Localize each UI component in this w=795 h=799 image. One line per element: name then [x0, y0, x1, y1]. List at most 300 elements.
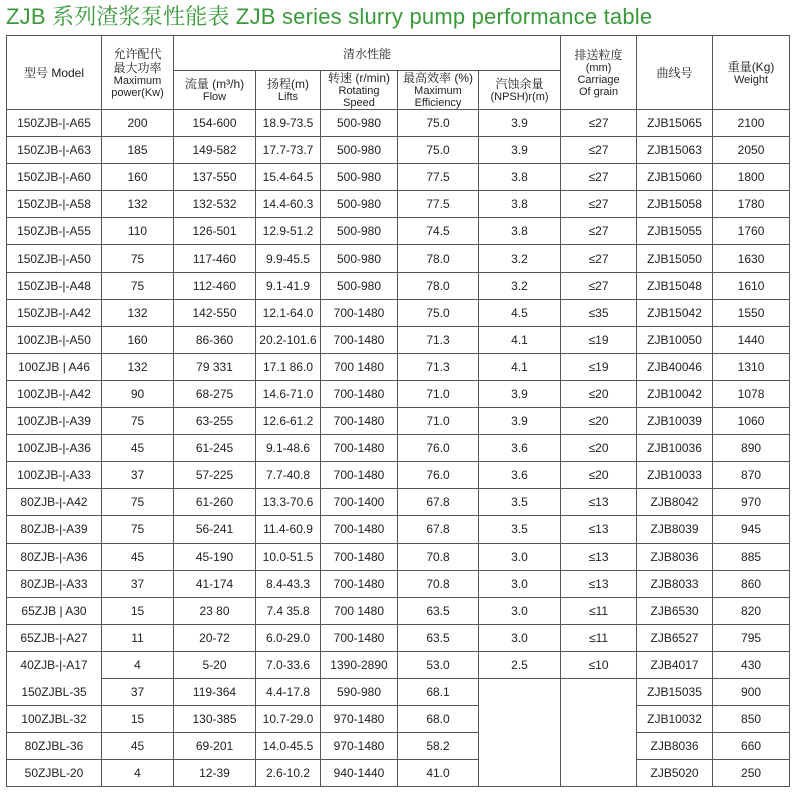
- cell-power: 37: [102, 570, 174, 597]
- cell-curve: ZJB15050: [637, 245, 713, 272]
- cell-speed: 500-980: [321, 218, 398, 245]
- cell-grain: ≤27: [561, 110, 637, 137]
- table-row: [7, 570, 790, 597]
- cell-flow: 63-255: [174, 408, 256, 435]
- header-grain-en3: Of grain: [578, 85, 619, 98]
- cell-grain: ≤13: [561, 516, 637, 543]
- cell-speed: 1390-2890: [321, 651, 398, 678]
- cell-speed: 500-980: [321, 110, 398, 137]
- cell-curve: ZJB10036: [637, 435, 713, 462]
- cell-lift: 20.2-101.6: [256, 326, 321, 353]
- cell-lift: 9.1-41.9: [256, 272, 321, 299]
- cell-npsh: 3.8: [479, 164, 561, 191]
- cell-efficiency: 71.0: [398, 408, 479, 435]
- cell-flow: 117-460: [174, 245, 256, 272]
- cell-model: 80ZJB-|-A36: [7, 543, 102, 570]
- cell-speed: 700 1480: [321, 597, 398, 624]
- cell-grain: ≤20: [561, 408, 637, 435]
- cell-weight: 870: [713, 462, 790, 489]
- cell-model: 150ZJB-|-A48: [7, 272, 102, 299]
- table-row: [7, 516, 790, 543]
- cell-curve: ZJB10032: [637, 706, 713, 733]
- cell-weight: 945: [713, 516, 790, 543]
- header-grain-en2: Carriage: [577, 73, 620, 86]
- cell-efficiency: 63.5: [398, 597, 479, 624]
- cell-lift: 12.6-61.2: [256, 408, 321, 435]
- header-speed-en2: Speed: [343, 97, 375, 109]
- header-grain-en1: (mm): [585, 61, 612, 74]
- header-lift: [256, 71, 321, 110]
- cell-curve: ZJB5020: [637, 760, 713, 787]
- header-flow: [174, 71, 256, 110]
- cell-power: 75: [102, 272, 174, 299]
- header-model: 型号 Model: [7, 36, 102, 110]
- cell-efficiency: 71.3: [398, 353, 479, 380]
- cell-flow: 20-72: [174, 624, 256, 651]
- cell-model: 150ZJB-|-A50: [7, 245, 102, 272]
- table-row: [7, 380, 790, 407]
- header-npsh-cn: 汽蚀余量: [495, 77, 544, 91]
- cell-model: 80ZJBL-36: [7, 733, 102, 760]
- cell-efficiency: 67.8: [398, 516, 479, 543]
- cell-npsh: 3.9: [479, 380, 561, 407]
- cell-npsh: 3.9: [479, 408, 561, 435]
- cell-model: 150ZJB-|-A58: [7, 191, 102, 218]
- cell-grain: ≤27: [561, 218, 637, 245]
- cell-flow: 137-550: [174, 164, 256, 191]
- cell-weight: 900: [713, 678, 790, 705]
- cell-flow: 61-260: [174, 489, 256, 516]
- cell-weight: 1550: [713, 299, 790, 326]
- header-power-en2: power(Kw): [111, 86, 164, 99]
- cell-speed: 500-980: [321, 245, 398, 272]
- performance-table: [6, 35, 790, 787]
- cell-npsh: 3.9: [479, 137, 561, 164]
- cell-model: 80ZJB-|-A39: [7, 516, 102, 543]
- cell-weight: 430: [713, 651, 790, 678]
- cell-lift: 12.1-64.0: [256, 299, 321, 326]
- cell-lift: 17.1 86.0: [256, 353, 321, 380]
- cell-curve: ZJB10042: [637, 380, 713, 407]
- cell-speed: 970-1480: [321, 706, 398, 733]
- cell-power: 160: [102, 326, 174, 353]
- cell-power: 11: [102, 624, 174, 651]
- cell-curve: ZJB8039: [637, 516, 713, 543]
- cell-weight: 850: [713, 706, 790, 733]
- cell-model: 80ZJB-|-A42: [7, 489, 102, 516]
- cell-npsh: [479, 678, 561, 705]
- header-speed: [321, 71, 398, 110]
- cell-weight: 970: [713, 489, 790, 516]
- cell-efficiency: 68.1: [398, 678, 479, 705]
- header-power-cn2: 最大功率: [113, 60, 162, 75]
- cell-power: 45: [102, 543, 174, 570]
- cell-power: 90: [102, 380, 174, 407]
- cell-flow: 126-501: [174, 218, 256, 245]
- cell-power: 37: [102, 678, 174, 705]
- cell-speed: 500-980: [321, 272, 398, 299]
- cell-power: 75: [102, 245, 174, 272]
- cell-power: 185: [102, 137, 174, 164]
- cell-weight: 1780: [713, 191, 790, 218]
- table-row: [7, 462, 790, 489]
- cell-flow: 45-190: [174, 543, 256, 570]
- cell-power: 37: [102, 462, 174, 489]
- cell-grain: ≤35: [561, 299, 637, 326]
- cell-curve: ZJB15048: [637, 272, 713, 299]
- cell-lift: 14.6-71.0: [256, 380, 321, 407]
- cell-grain: [561, 760, 637, 787]
- cell-weight: 1310: [713, 353, 790, 380]
- cell-flow: 149-582: [174, 137, 256, 164]
- cell-efficiency: 70.8: [398, 543, 479, 570]
- cell-npsh: 3.6: [479, 462, 561, 489]
- cell-efficiency: 67.8: [398, 489, 479, 516]
- cell-power: 45: [102, 733, 174, 760]
- cell-model: 100ZJB-|-A42: [7, 380, 102, 407]
- table-row: [7, 353, 790, 380]
- cell-curve: ZJB40046: [637, 353, 713, 380]
- cell-weight: 890: [713, 435, 790, 462]
- cell-model: 50ZJBL-20: [7, 760, 102, 787]
- cell-lift: 17.7-73.7: [256, 137, 321, 164]
- table-body: [7, 110, 790, 787]
- cell-grain: ≤20: [561, 380, 637, 407]
- cell-curve: ZJB10050: [637, 326, 713, 353]
- cell-curve: ZJB15063: [637, 137, 713, 164]
- cell-efficiency: 77.5: [398, 191, 479, 218]
- cell-npsh: 3.2: [479, 272, 561, 299]
- cell-model: 65ZJB | A30: [7, 597, 102, 624]
- table-row: [7, 624, 790, 651]
- header-lift-en: Lifts: [277, 91, 299, 103]
- cell-flow: 5-20: [174, 651, 256, 678]
- cell-power: 15: [102, 597, 174, 624]
- cell-grain: ≤13: [561, 489, 637, 516]
- cell-weight: 1060: [713, 408, 790, 435]
- header-speed-en1: Rotating: [338, 85, 380, 97]
- cell-efficiency: 58.2: [398, 733, 479, 760]
- cell-npsh: 3.0: [479, 597, 561, 624]
- cell-speed: 500-980: [321, 164, 398, 191]
- cell-speed: 700-1480: [321, 462, 398, 489]
- cell-model: 80ZJB-|-A33: [7, 570, 102, 597]
- cell-power: 4: [102, 760, 174, 787]
- header-lift-cn: 扬程(m): [267, 77, 309, 91]
- cell-power: 75: [102, 516, 174, 543]
- cell-npsh: 3.5: [479, 516, 561, 543]
- cell-curve: ZJB8033: [637, 570, 713, 597]
- cell-speed: 940-1440: [321, 760, 398, 787]
- cell-power: 75: [102, 408, 174, 435]
- cell-speed: 700-1400: [321, 489, 398, 516]
- cell-npsh: 3.2: [479, 245, 561, 272]
- table-row: [7, 733, 790, 760]
- cell-lift: 2.6-10.2: [256, 760, 321, 787]
- cell-flow: 61-245: [174, 435, 256, 462]
- cell-weight: 1630: [713, 245, 790, 272]
- header-npsh: [479, 71, 561, 110]
- cell-model: 100ZJB-|-A33: [7, 462, 102, 489]
- cell-grain: ≤13: [561, 543, 637, 570]
- cell-efficiency: 71.0: [398, 380, 479, 407]
- table-row: [7, 597, 790, 624]
- cell-power: 45: [102, 435, 174, 462]
- cell-npsh: [479, 760, 561, 787]
- table-row: [7, 299, 790, 326]
- cell-flow: 68-275: [174, 380, 256, 407]
- table-row: [7, 137, 790, 164]
- cell-efficiency: 78.0: [398, 245, 479, 272]
- cell-power: 160: [102, 164, 174, 191]
- cell-grain: [561, 678, 637, 705]
- cell-grain: ≤13: [561, 570, 637, 597]
- header-clear-water: 清水性能: [174, 36, 561, 71]
- cell-grain: ≤11: [561, 624, 637, 651]
- cell-curve: ZJB10033: [637, 462, 713, 489]
- header-weight-en: Weight: [734, 73, 769, 86]
- header-flow-cn: 流量 (m³/h): [184, 77, 245, 91]
- table-row: [7, 706, 790, 733]
- cell-efficiency: 70.8: [398, 570, 479, 597]
- cell-curve: ZJB8036: [637, 733, 713, 760]
- cell-model: 150ZJB-|-A60: [7, 164, 102, 191]
- cell-flow: 41-174: [174, 570, 256, 597]
- cell-model: 100ZJB-|-A50: [7, 326, 102, 353]
- cell-power: 4: [102, 651, 174, 678]
- cell-efficiency: 41.0: [398, 760, 479, 787]
- cell-model: 150ZJB-|-A65: [7, 110, 102, 137]
- cell-flow: 112-460: [174, 272, 256, 299]
- cell-npsh: 4.1: [479, 353, 561, 380]
- header-grain: [561, 36, 637, 110]
- cell-flow: 119-364: [174, 678, 256, 705]
- header-power-en1: Maximum: [113, 74, 162, 87]
- cell-efficiency: 68.0: [398, 706, 479, 733]
- cell-power: 75: [102, 489, 174, 516]
- cell-weight: 1760: [713, 218, 790, 245]
- cell-power: 200: [102, 110, 174, 137]
- cell-lift: 18.9-73.5: [256, 110, 321, 137]
- cell-speed: 700-1480: [321, 326, 398, 353]
- cell-lift: 7.7-40.8: [256, 462, 321, 489]
- cell-curve: ZJB15055: [637, 218, 713, 245]
- cell-npsh: 3.8: [479, 218, 561, 245]
- cell-weight: 660: [713, 733, 790, 760]
- cell-efficiency: 77.5: [398, 164, 479, 191]
- cell-lift: 11.4-60.9: [256, 516, 321, 543]
- table-row: [7, 678, 790, 705]
- table-row: [7, 435, 790, 462]
- cell-npsh: 3.5: [479, 489, 561, 516]
- header-speed-cn: 转速 (r/min): [328, 71, 390, 85]
- cell-weight: 820: [713, 597, 790, 624]
- cell-lift: 13.3-70.6: [256, 489, 321, 516]
- cell-efficiency: 75.0: [398, 110, 479, 137]
- cell-flow: 56-241: [174, 516, 256, 543]
- cell-flow: 142-550: [174, 299, 256, 326]
- header-weight-cn: 重量(Kg): [727, 59, 775, 74]
- header-eff-en2: Efficiency: [414, 97, 462, 109]
- cell-flow: 86-360: [174, 326, 256, 353]
- table-row: [7, 245, 790, 272]
- cell-flow: 69-201: [174, 733, 256, 760]
- cell-speed: 500-980: [321, 137, 398, 164]
- table-row: [7, 651, 790, 678]
- cell-efficiency: 63.5: [398, 624, 479, 651]
- cell-flow: 154-600: [174, 110, 256, 137]
- cell-lift: 4.4-17.8: [256, 678, 321, 705]
- cell-weight: 250: [713, 760, 790, 787]
- cell-grain: [561, 706, 637, 733]
- cell-npsh: 3.6: [479, 435, 561, 462]
- cell-speed: 500-980: [321, 191, 398, 218]
- cell-weight: 1800: [713, 164, 790, 191]
- cell-flow: 132-532: [174, 191, 256, 218]
- header-flow-en: Flow: [202, 91, 227, 103]
- cell-curve: ZJB15065: [637, 110, 713, 137]
- header-power-cn1: 允许配代: [113, 46, 162, 61]
- cell-curve: ZJB15060: [637, 164, 713, 191]
- cell-efficiency: 53.0: [398, 651, 479, 678]
- cell-curve: ZJB6530: [637, 597, 713, 624]
- cell-grain: ≤19: [561, 353, 637, 380]
- cell-efficiency: 78.0: [398, 272, 479, 299]
- cell-curve: ZJB15058: [637, 191, 713, 218]
- cell-curve: ZJB8042: [637, 489, 713, 516]
- cell-npsh: 3.8: [479, 191, 561, 218]
- header-eff-cn: 最高效率 (%): [403, 71, 473, 85]
- cell-speed: 700-1480: [321, 380, 398, 407]
- header-eff-en1: Maximum: [414, 85, 462, 97]
- cell-lift: 10.7-29.0: [256, 706, 321, 733]
- cell-curve: ZJB15035: [637, 678, 713, 705]
- cell-speed: 700-1480: [321, 408, 398, 435]
- cell-npsh: [479, 706, 561, 733]
- cell-weight: 2050: [713, 137, 790, 164]
- cell-speed: 700-1480: [321, 516, 398, 543]
- cell-power: 132: [102, 191, 174, 218]
- cell-weight: 1078: [713, 380, 790, 407]
- header-curve: 曲线号: [637, 36, 713, 110]
- cell-npsh: 3.0: [479, 570, 561, 597]
- cell-model: 65ZJB-|-A27: [7, 624, 102, 651]
- cell-lift: 10.0-51.5: [256, 543, 321, 570]
- cell-curve: ZJB6527: [637, 624, 713, 651]
- cell-npsh: 2.5: [479, 651, 561, 678]
- cell-efficiency: 76.0: [398, 435, 479, 462]
- cell-grain: ≤20: [561, 435, 637, 462]
- cell-lift: 9.9-45.5: [256, 245, 321, 272]
- table-row: [7, 489, 790, 516]
- cell-grain: ≤27: [561, 137, 637, 164]
- cell-weight: 885: [713, 543, 790, 570]
- cell-model: 150ZJB-|-A55: [7, 218, 102, 245]
- cell-flow: 79 331: [174, 353, 256, 380]
- header-npsh-en: (NPSH)r(m): [490, 91, 549, 103]
- cell-power: 132: [102, 353, 174, 380]
- cell-model: 150ZJB-|-A63: [7, 137, 102, 164]
- cell-model: 100ZJB | A46: [7, 353, 102, 380]
- cell-lift: 8.4-43.3: [256, 570, 321, 597]
- table-row: [7, 760, 790, 787]
- cell-model: 100ZJB-|-A39: [7, 408, 102, 435]
- cell-grain: ≤19: [561, 326, 637, 353]
- cell-flow: 23 80: [174, 597, 256, 624]
- cell-efficiency: 75.0: [398, 299, 479, 326]
- header-efficiency: [398, 71, 479, 110]
- cell-flow: 130-385: [174, 706, 256, 733]
- cell-speed: 700-1480: [321, 624, 398, 651]
- cell-speed: 700-1480: [321, 543, 398, 570]
- table-row: [7, 543, 790, 570]
- cell-speed: 700-1480: [321, 299, 398, 326]
- page-title: ZJB 系列渣浆泵性能表 ZJB series slurry pump performance table: [6, 4, 653, 29]
- cell-grain: ≤20: [561, 462, 637, 489]
- cell-npsh: [479, 733, 561, 760]
- header-weight: [713, 36, 790, 110]
- cell-lift: 14.4-60.3: [256, 191, 321, 218]
- table-row: [7, 191, 790, 218]
- cell-efficiency: 76.0: [398, 462, 479, 489]
- cell-speed: 700 1480: [321, 353, 398, 380]
- cell-lift: 6.0-29.0: [256, 624, 321, 651]
- cell-lift: 7.4 35.8: [256, 597, 321, 624]
- cell-model: 150ZJBL-35: [7, 678, 102, 705]
- cell-grain: [561, 733, 637, 760]
- cell-lift: 7.0-33.6: [256, 651, 321, 678]
- cell-curve: ZJB8036: [637, 543, 713, 570]
- cell-weight: 795: [713, 624, 790, 651]
- cell-lift: 9.1-48.6: [256, 435, 321, 462]
- cell-model: 40ZJB-|-A17: [7, 651, 102, 678]
- cell-grain: ≤27: [561, 272, 637, 299]
- cell-lift: 14.0-45.5: [256, 733, 321, 760]
- cell-speed: 700-1480: [321, 570, 398, 597]
- table-row: [7, 408, 790, 435]
- cell-weight: 1610: [713, 272, 790, 299]
- cell-curve: ZJB10039: [637, 408, 713, 435]
- cell-grain: ≤27: [561, 164, 637, 191]
- cell-curve: ZJB4017: [637, 651, 713, 678]
- cell-efficiency: 74.5: [398, 218, 479, 245]
- cell-model: 150ZJB-|-A42: [7, 299, 102, 326]
- cell-grain: ≤27: [561, 245, 637, 272]
- cell-weight: 1440: [713, 326, 790, 353]
- cell-npsh: 3.0: [479, 624, 561, 651]
- cell-lift: 15.4-64.5: [256, 164, 321, 191]
- cell-speed: 590-980: [321, 678, 398, 705]
- table-row: [7, 164, 790, 191]
- header-grain-cn: 排送粒度: [574, 47, 623, 62]
- table-row: [7, 272, 790, 299]
- header-power: [102, 36, 174, 110]
- cell-npsh: 4.1: [479, 326, 561, 353]
- cell-model: 100ZJB-|-A36: [7, 435, 102, 462]
- cell-npsh: 3.0: [479, 543, 561, 570]
- table-row: [7, 110, 790, 137]
- table-row: [7, 218, 790, 245]
- cell-model: 100ZJBL-32: [7, 706, 102, 733]
- cell-grain: ≤10: [561, 651, 637, 678]
- cell-grain: ≤11: [561, 597, 637, 624]
- table-row: [7, 326, 790, 353]
- cell-power: 132: [102, 299, 174, 326]
- cell-flow: 57-225: [174, 462, 256, 489]
- cell-power: 110: [102, 218, 174, 245]
- cell-curve: ZJB15042: [637, 299, 713, 326]
- cell-speed: 970-1480: [321, 733, 398, 760]
